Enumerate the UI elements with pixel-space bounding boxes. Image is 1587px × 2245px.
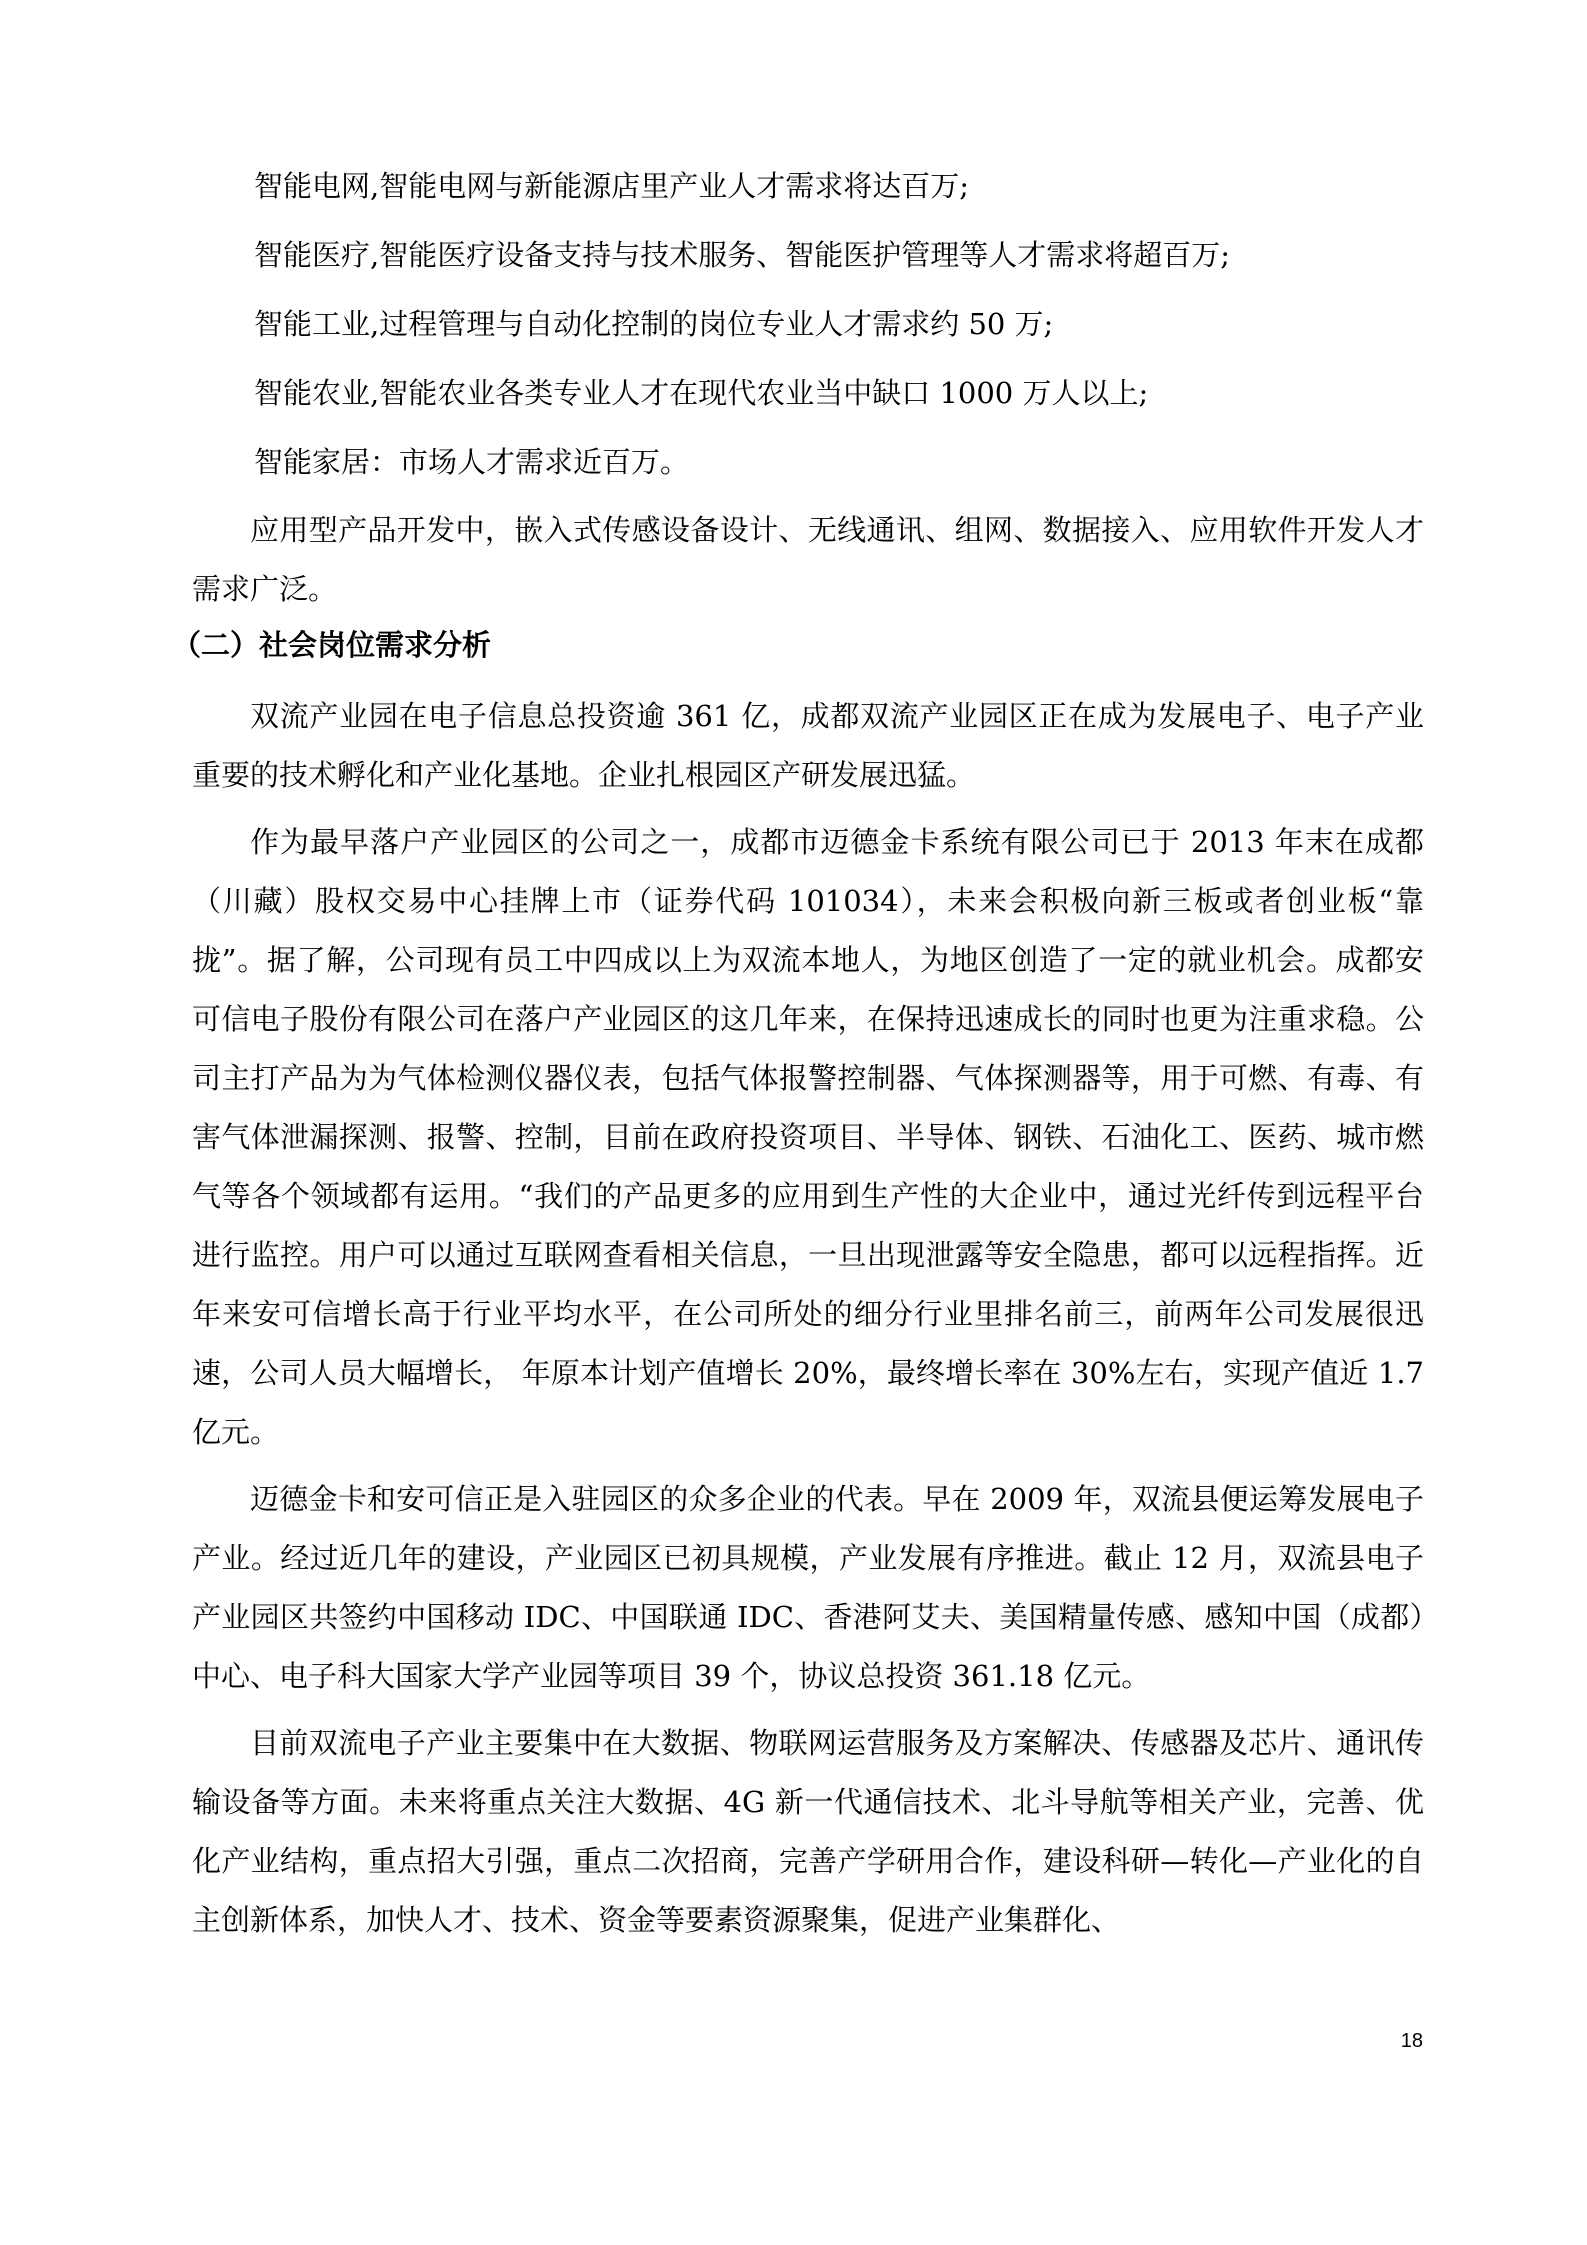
paragraph-4: 目前双流电子产业主要集中在大数据、物联网运营服务及方案解决、传感器及芯片、通讯传输设备等方面。未来将重点关注大数据、4G 新一代通信技术、北斗导航等相关产业，完善、优化产业结构，重点招大引强，重点二次招商，完善产学研用合作，建设科研—转化—产业化的自主创新体系，加快人才、技术、资金等要素资源聚集，促进产业集群化、 (192, 1726, 1424, 1937)
paragraph-1: 双流产业园在电子信息总投资逾 361 亿，成都双流产业园区正在成为发展电子、电子产业重要的技术孵化和产业化基地。企业扎根园区产研发展迅猛。 (192, 699, 1424, 792)
bullet-smart-medical: 智能医疗,智能医疗设备支持与技术服务、智能医护管理等人才需求将超百万; (254, 238, 1230, 272)
paragraph-2: 作为最早落户产业园区的公司之一，成都市迈德金卡系统有限公司已于 2013 年末在成都（川藏）股权交易中心挂牌上市（证券代码 101034），未来会积极向新三板或者创业板“靠拢”。据了解，公司现有员工中四成以上为双流本地人，为地区创造了一定的就业机会。成都安可信电子股份有限公司在落户产业园区的这几年来，在保持迅速成长的同时也更为注重求稳。公司主打产品为为气体检测仪器仪表，包括气体报警控制器、气体探测器等，用于可燃、有毒、有害气体泄漏探测、报警、控制，目前在政府投资项目、半导体、钢铁、石油化工、医药、城市燃气等各个领域都有运用。“我们的产品更多的应用到生产性的大企业中，通过光纤传到远程平台进行监控。用户可以通过互联网查看相关信息，一旦出现泄露等安全隐患，都可以远程指挥。近年来安可信增长高于行业平均水平，在公司所处的细分行业里排名前三，前两年公司发展很迅速，公司人员大幅增长， 年原本计划产值增长 20%，最终增长率在 30%左右，实现产值近 1.7 亿元。 (192, 825, 1424, 1449)
bullet-smart-grid: 智能电网,智能电网与新能源店里产业人才需求将达百万; (254, 169, 969, 203)
page-content (172, 166, 1424, 1950)
bullet-smart-industry: 智能工业,过程管理与自动化控制的岗位专业人才需求约 50 万; (254, 307, 1054, 341)
paragraph-3: 迈德金卡和安可信正是入驻园区的众多企业的代表。早在 2009 年，双流县便运筹发展电子产业。经过近几年的建设，产业园区已初具规模，产业发展有序推进。截止 12 月，双流县电子产业园区共签约中国移动 IDC、中国联通 IDC、香港阿艾夫、美国精量传感、感知中国（成都）中心、电子科大国家大学产业园等项目 39 个，协议总投资 361.18 亿元。 (192, 1482, 1424, 1693)
intro-paragraph: 应用型产品开发中，嵌入式传感设备设计、无线通讯、组网、数据接入、应用软件开发人才需求广泛。 (192, 513, 1424, 606)
bullet-smart-home: 智能家居：市场人才需求近百万。 (254, 445, 690, 479)
bullet-smart-agriculture: 智能农业,智能农业各类专业人才在现代农业当中缺口 1000 万人以上; (254, 376, 1149, 410)
section-heading: （二）社会岗位需求分析 (172, 628, 492, 662)
page-number: 18 (1400, 2030, 1423, 2052)
bullet-list (192, 166, 1424, 482)
